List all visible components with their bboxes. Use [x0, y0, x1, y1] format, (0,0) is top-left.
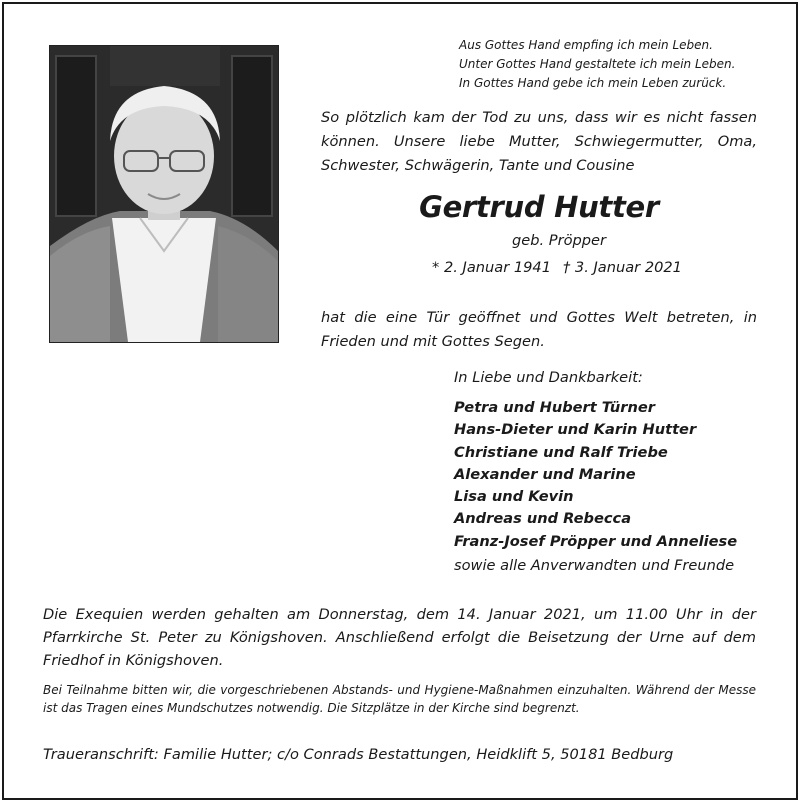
birth-name: geb. Pröpper: [511, 232, 607, 249]
intro-text: So plötzlich kam der Tod zu uns, dass wir es nicht fassen können. Unsere liebe Mutter, Schwiegermutter, Oma, Schwester, Schwägerin, Tante und Cousine: [321, 109, 757, 174]
death-date: † 3. Januar 2021: [563, 259, 682, 276]
poem-line: In Gottes Hand gebe ich mein Leben zurück.: [459, 76, 727, 90]
mourners-list: [454, 397, 737, 553]
birth-date: * 2. Januar 1941: [432, 259, 551, 276]
life-dates: [321, 259, 757, 276]
mourning-address: Traueranschrift: Familie Hutter; c/o Conrads Bestattungen, Heidklift 5, 50181 Bedburg: [43, 746, 674, 763]
list-item: Petra und Hubert Türner: [454, 399, 655, 416]
hygiene-notice: Bei Teilnahme bitten wir, die vorgeschriebenen Abstands- und Hygiene-Maßnahmen einzuhalten. Während der Messe ist das Tragen eines Mundschutzes notwendig. Die Sitzplätze in der Kirche sind begrenzt.: [43, 683, 756, 715]
list-item: Christiane und Ralf Triebe: [454, 443, 668, 461]
service-info: Die Exequien werden gehalten am Donnerstag, dem 14. Januar 2021, um 11.00 Uhr in der Pfarrkirche St. Peter zu Königshoven. Anschließend erfolgt die Beisetzung der Urne auf dem Friedhof in Königshoven.: [43, 606, 756, 669]
poem-line: Unter Gottes Hand gestaltete ich mein Leben.: [459, 57, 736, 71]
list-item: Franz-Josef Pröpper und Anneliese: [454, 532, 738, 550]
outro-text: hat die eine Tür geöffnet und Gottes Welt betreten, in Frieden und mit Gottes Segen.: [321, 309, 757, 350]
relatives-text: sowie alle Anverwandten und Freunde: [454, 557, 735, 574]
list-item: Lisa und Kevin: [454, 488, 574, 506]
poem-line: Aus Gottes Hand empfing ich mein Leben.: [459, 38, 713, 52]
list-item: Andreas und Rebecca: [454, 510, 632, 528]
deceased-name: Gertrud Hutter: [419, 190, 659, 224]
portrait-photo: [49, 45, 279, 343]
poem: [459, 36, 735, 93]
thanks-heading: In Liebe und Dankbarkeit:: [454, 369, 643, 386]
list-item: Alexander und Marine: [454, 465, 636, 483]
list-item: Hans-Dieter und Karin Hutter: [454, 421, 697, 439]
